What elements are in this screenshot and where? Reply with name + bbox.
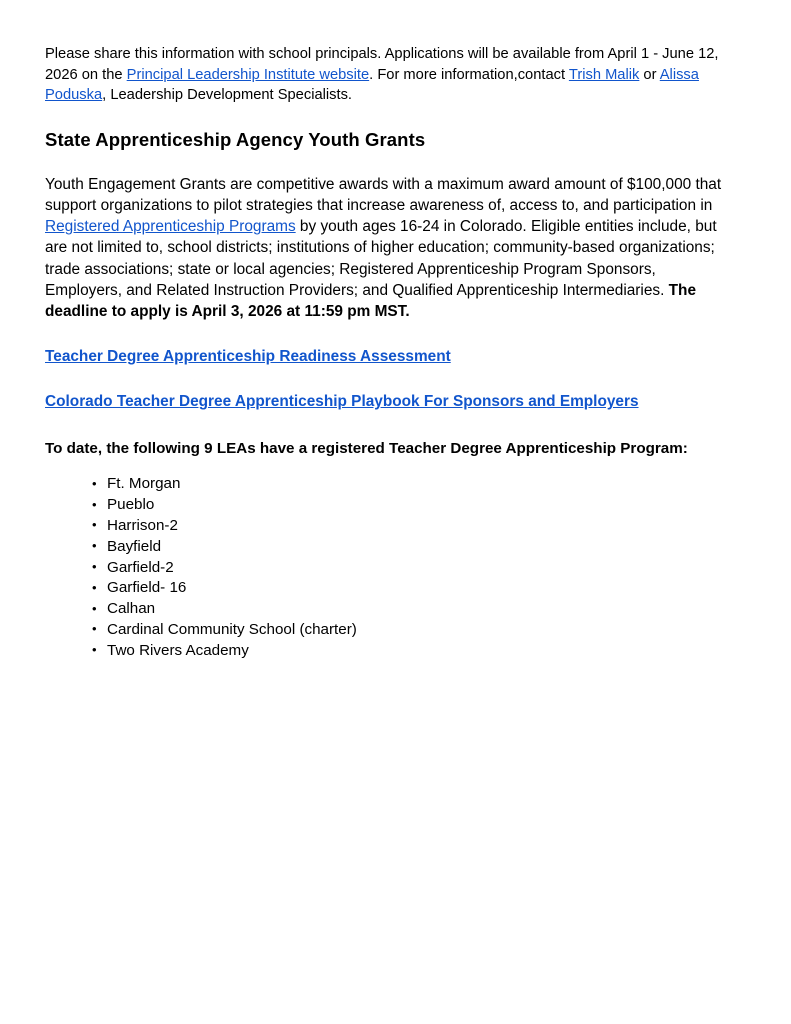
deadline-statement: The deadline to apply is April 3, 2026 at 11:59 pm MST. xyxy=(45,281,697,320)
list-item: • Cardinal Community School (charter) xyxy=(92,620,736,641)
list-item: • Bayfield xyxy=(92,537,736,558)
intro-text-segment-2: . For more information,contact xyxy=(369,66,569,83)
list-item: • Garfield- 16 xyxy=(92,578,736,599)
intro-text-segment-3: or xyxy=(639,66,660,83)
lea-list xyxy=(45,474,736,661)
page-title: State Apprenticeship Agency Youth Grants xyxy=(45,128,426,150)
link-apprenticeship-playbook[interactable]: Colorado Teacher Degree Apprenticeship Playbook For Sponsors and Employers xyxy=(45,393,639,411)
resource-link-line-1 xyxy=(45,346,736,367)
resource-link-line-2 xyxy=(45,391,736,412)
list-item: • Two Rivers Academy xyxy=(92,641,736,662)
list-item: • Pueblo xyxy=(92,495,736,516)
link-alissa-poduska[interactable]: Alissa Poduska xyxy=(45,66,699,104)
link-trish-malik[interactable]: Trish Malik xyxy=(568,66,640,83)
link-readiness-assessment[interactable]: Teacher Degree Apprenticeship Readiness Assessment xyxy=(45,348,451,366)
list-item: • Harrison-2 xyxy=(92,516,736,537)
body-text-segment-1: Youth Engagement Grants are competitive awards with a maximum award amount of $100,000 that support organizations to pilot strategies that increase awareness of, access to, and participation in xyxy=(45,175,722,214)
list-item: • Ft. Morgan xyxy=(92,474,736,495)
list-item: • Garfield-2 xyxy=(92,558,736,579)
intro-text-segment-1: Please share this information with school principals. Applications will be available from April 1 - June 12, 2026 on the xyxy=(45,46,719,83)
intro-paragraph xyxy=(45,44,736,106)
link-registered-apprenticeship-programs[interactable]: Registered Apprenticeship Programs xyxy=(45,218,296,236)
list-item: • Calhan xyxy=(92,599,736,620)
intro-text-segment-4: , Leadership Development Specialists. xyxy=(102,87,352,104)
body-paragraph xyxy=(45,174,736,322)
body-text-segment-2: by youth ages 16-24 in Colorado. Eligible entities include, but are not limited to, school districts; institutions of higher education; community-based organizations; trade associations; state or local agencies; Registered Apprenticeship Program Sponsors, Employers, and Related Instruction Providers; and Qualified Apprenticeship Intermediaries. xyxy=(45,218,717,299)
link-principal-leadership-institute-website[interactable]: Principal Leadership Institute website xyxy=(126,66,370,83)
lea-list-heading: To date, the following 9 LEAs have a registered Teacher Degree Apprenticeship Program: xyxy=(45,440,688,458)
